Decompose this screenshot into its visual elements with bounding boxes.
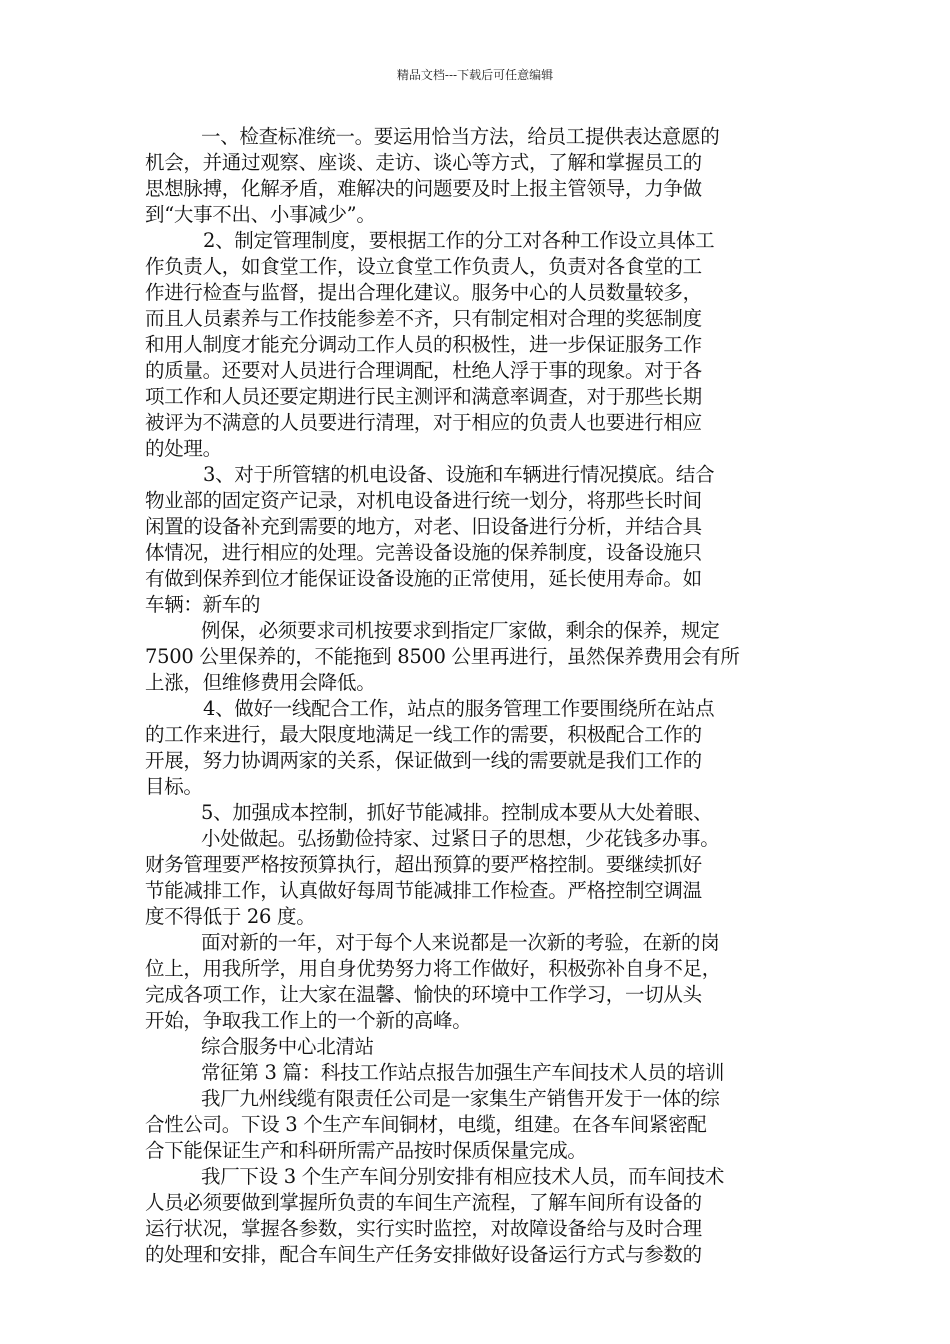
text-line: 机会，并通过观察、座谈、走访、谈心等方式，了解和掌握员工的 <box>145 151 702 174</box>
text-line: 面对新的一年，对于每个人来说都是一次新的考验，在新的岗 <box>201 931 720 954</box>
page-header: 精品文档---下载后可任意编辑 <box>396 68 554 82</box>
text-line: 度不得低于 26 度。 <box>145 905 316 928</box>
text-line: 物业部的固定资产记录，对机电设备进行统一划分，将那些长时间 <box>145 489 702 512</box>
text-line: 5、加强成本控制，抓好节能减排。控制成本要从大处着眼、 <box>201 801 713 824</box>
text-line: 的质量。还要对人员进行合理调配，杜绝人浮于事的现象。对于各 <box>145 359 702 382</box>
text-line: 位上，用我所学，用自身优势努力将工作做好，积极弥补自身不足， <box>145 957 722 980</box>
text-line: 7500 公里保养的，不能拖到 8500 公里再进行，虽然保养费用会有所 <box>145 645 740 668</box>
text-line: 合下能保证生产和科研所需产品按时保质保量完成。 <box>145 1139 587 1162</box>
text-line: 常征第 3 篇：科技工作站点报告加强生产车间技术人员的培训 <box>201 1061 725 1084</box>
text-line: 到“大事不出、小事减少”。 <box>145 203 376 226</box>
text-line: 车辆：新车的 <box>145 593 261 616</box>
text-line: 运行状况，掌握各参数，实行实时监控，对故障设备给与及时合理 <box>145 1217 702 1240</box>
text-line: 我厂下设 3 个生产车间分别安排有相应技术人员，而车间技术 <box>201 1165 725 1188</box>
text-line: 我厂九州线缆有限责任公司是一家集生产销售开发于一体的综 <box>201 1087 720 1110</box>
text-line: 项工作和人员还要定期进行民主测评和满意率调查，对于那些长期 <box>145 385 702 408</box>
text-line: 作负责人，如食堂工作，设立食堂工作负责人，负责对各食堂的工 <box>145 255 702 278</box>
text-line: 例保，必须要求司机按要求到指定厂家做，剩余的保养，规定 <box>201 619 720 642</box>
text-line: 小处做起。弘扬勤俭持家、过紧日子的思想，少花钱多办事。 <box>201 827 720 850</box>
text-line: 作进行检查与监督，提出合理化建议。服务中心的人员数量较多， <box>145 281 702 304</box>
text-line: 节能减排工作，认真做好每周节能减排工作检查。严格控制空调温 <box>145 879 702 902</box>
text-line: 4、做好一线配合工作，站点的服务管理工作要围绕所在站点 <box>203 697 715 720</box>
text-line: 人员必须要做到掌握所负责的车间生产流程，了解车间所有设备的 <box>145 1191 702 1214</box>
text-line: 开展，努力协调两家的关系，保证做到一线的需要就是我们工作的 <box>145 749 702 772</box>
text-line: 有做到保养到位才能保证设备设施的正常使用，延长使用寿命。如 <box>145 567 702 590</box>
text-line: 综合服务中心北清站 <box>201 1035 374 1058</box>
text-line: 和用人制度才能充分调动工作人员的积极性，进一步保证服务工作 <box>145 333 702 356</box>
text-line: 而且人员素养与工作技能参差不齐，只有制定相对合理的奖惩制度 <box>145 307 702 330</box>
text-line: 思想脉搏，化解矛盾，难解决的问题要及时上报主管领导，力争做 <box>145 177 702 200</box>
text-line: 被评为不满意的人员要进行清理，对于相应的负责人也要进行相应 <box>145 411 702 434</box>
text-line: 闲置的设备补充到需要的地方，对老、旧设备进行分析，并结合具 <box>145 515 702 538</box>
text-line: 的工作来进行，最大限度地满足一线工作的需要，积极配合工作的 <box>145 723 702 746</box>
text-line: 财务管理要严格按预算执行，超出预算的要严格控制。要继续抓好 <box>145 853 702 876</box>
text-line: 的处理。 <box>145 437 222 460</box>
text-line: 2、制定管理制度，要根据工作的分工对各种工作设立具体工 <box>203 229 715 252</box>
text-line: 一、检查标准统一。要运用恰当方法，给员工提供表达意愿的 <box>201 125 720 148</box>
text-line: 3、对于所管辖的机电设备、设施和车辆进行情况摸底。结合 <box>203 463 715 486</box>
document-body <box>145 124 811 1268</box>
text-line: 目标。 <box>145 775 203 798</box>
text-line: 完成各项工作，让大家在温馨、愉快的环境中工作学习，一切从头 <box>145 983 702 1006</box>
text-line: 开始，争取我工作上的一个新的高峰。 <box>145 1009 472 1032</box>
text-line: 上涨，但维修费用会降低。 <box>145 671 376 694</box>
text-line: 合性公司。下设 3 个生产车间铜材，电缆，组建。在各车间紧密配 <box>145 1113 707 1136</box>
text-line: 的处理和安排，配合车间生产任务安排做好设备运行方式与参数的 <box>145 1243 702 1266</box>
text-line: 体情况，进行相应的处理。完善设备设施的保养制度，设备设施只 <box>145 541 702 564</box>
